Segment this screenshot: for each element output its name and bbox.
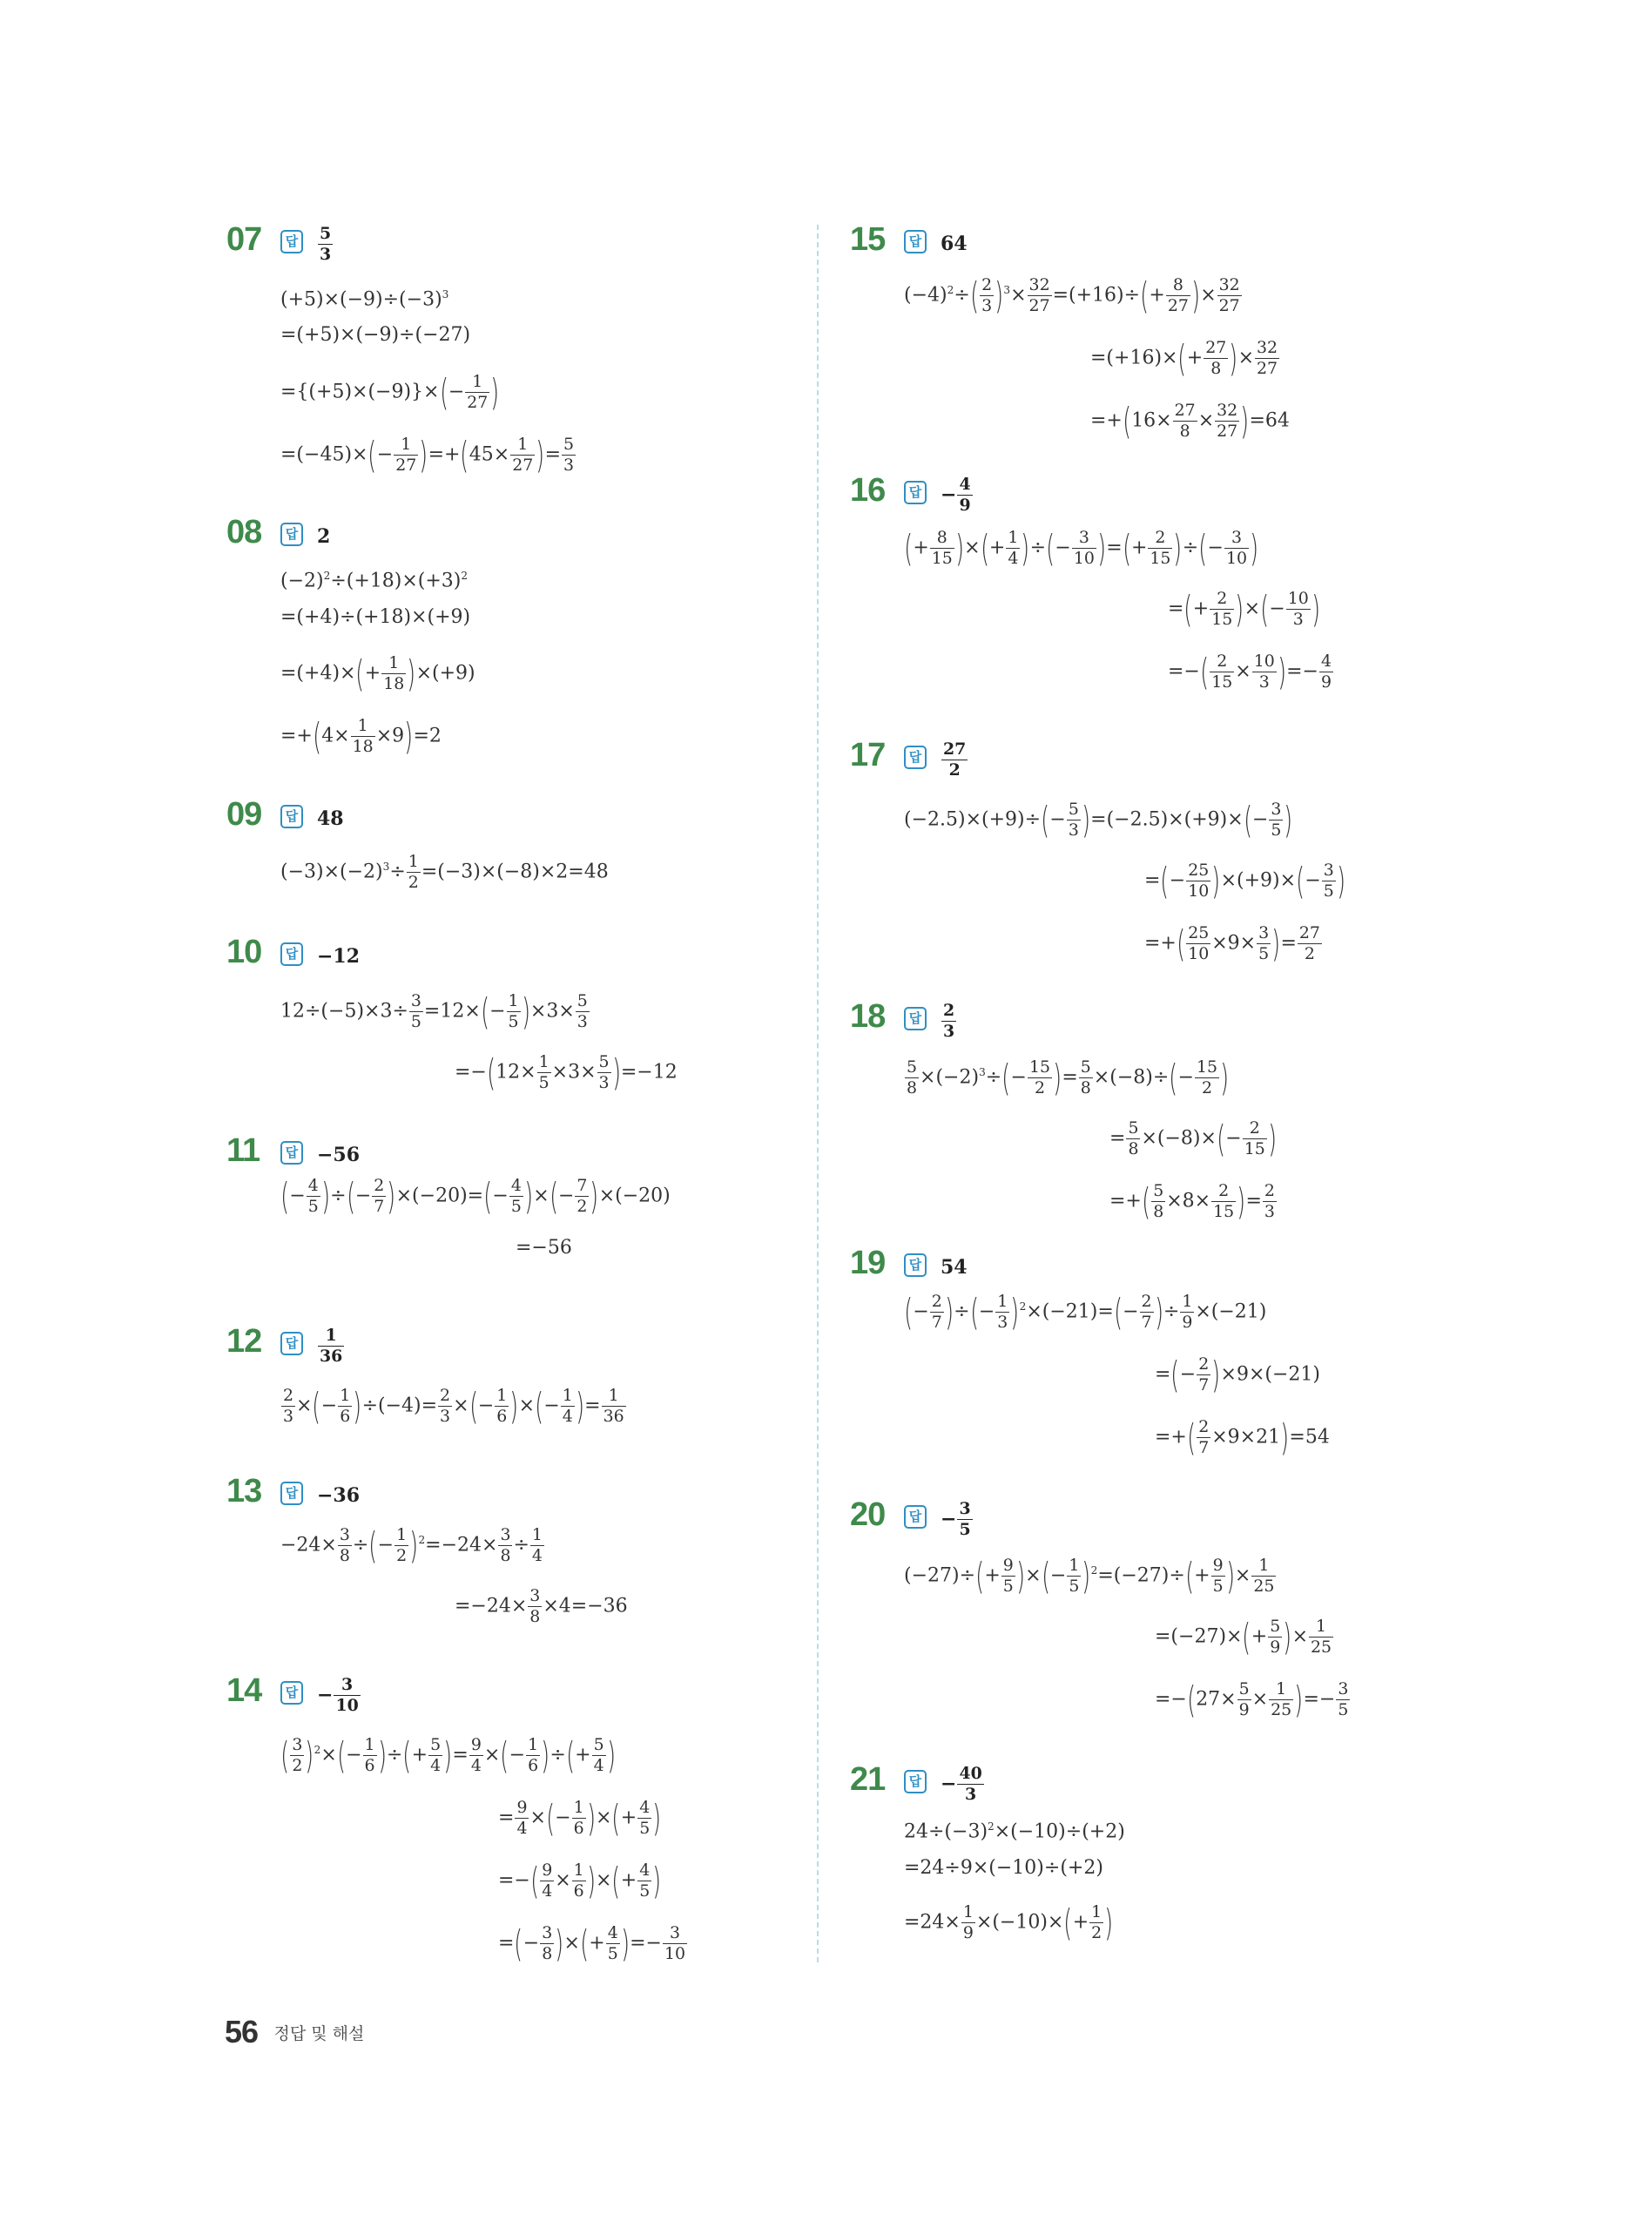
problem-number: 07	[226, 221, 262, 258]
fraction: $\frac{3}{5}$	[1338, 1679, 1349, 1719]
solution-line: (−27)÷(+ $\frac{9}{5}$ )×(− $\frac{1}{5}$ )$^2$=(−27)÷(+ $\frac{9}{5}$ )× $\frac{1}{25}$	[904, 1554, 1275, 1597]
fraction: $\frac{5}{3}$	[577, 991, 588, 1031]
fraction: $\frac{1}{6}$	[496, 1386, 508, 1426]
solution-line: =+( $\frac{25}{10}$ ×9× $\frac{3}{5}$ )= $\frac{27}{2}$	[1144, 922, 1320, 965]
solution-line: 12÷(−5)×3÷ $\frac{3}{5}$ =12×(− $\frac{1}{5}$ )×3× $\frac{5}{3}$	[280, 989, 588, 1033]
solution-line: =−(12× $\frac{1}{5}$ ×3× $\frac{5}{3}$ )=−12	[455, 1050, 678, 1094]
problem-17	[850, 733, 1460, 965]
fraction: $\frac{1}{6}$	[340, 1386, 351, 1426]
solution-line: =+(4× $\frac{1}{18}$ ×9)=2	[280, 714, 442, 758]
fraction: $\frac{1}{2}$	[408, 852, 419, 892]
fraction: $\frac{1}{9}$	[962, 1902, 974, 1942]
answer-value	[941, 733, 968, 786]
solution-line: =(+5)×(−9)÷(−27)	[280, 324, 471, 346]
solution-line: ={(+5)×(−9)}×(− $\frac{1}{27}$ )	[280, 370, 500, 414]
fraction: $\frac{3}{10}$	[1225, 528, 1248, 568]
answer-value	[941, 995, 957, 1047]
solution-line: = $\frac{9}{4}$ ×(− $\frac{1}{6}$ )×(+ $\frac{4}{5}$ )	[498, 1796, 662, 1840]
fraction: $\frac{5}{9}$	[1270, 1617, 1281, 1657]
fraction: $\frac{2}{3}$	[283, 1386, 294, 1426]
fraction: $\frac{1}{5}$	[508, 991, 519, 1031]
solution-line: $(-2)^2\div(+18)\times(+3)^2$	[280, 570, 469, 592]
fraction: $\frac{3}{5}$	[959, 1498, 971, 1539]
fraction: $\frac{5}{3}$	[598, 1052, 610, 1092]
fraction: $\frac{3}{5}$	[1258, 923, 1270, 963]
problem-number: 17	[850, 737, 886, 773]
problem-07	[226, 218, 801, 476]
problem-10	[226, 930, 801, 1094]
solution-line: =−24× $\frac{3}{8}$ ×4=−36	[455, 1586, 628, 1626]
problem-18	[850, 995, 1460, 1223]
problem-number: 19	[850, 1245, 886, 1281]
fraction: $\frac{5}{8}$	[907, 1057, 918, 1097]
solution-line: =+( $\frac{2}{7}$ ×9×21)=54	[1155, 1415, 1330, 1459]
solution-line: $(+5)\times(-9)\div(-3)^3$	[280, 288, 449, 311]
fraction: $\frac{3}{10}$	[664, 1923, 685, 1963]
problem-09	[226, 793, 801, 892]
fraction: $\frac{2}{7}$	[1141, 1292, 1152, 1332]
solution-line: =24÷9×(−10)÷(+2)	[904, 1857, 1103, 1879]
fraction: $\frac{1}{2}$	[1091, 1902, 1102, 1942]
fraction: $\frac{5}{9}$	[1238, 1679, 1250, 1719]
fraction: $\frac{2}{7}$	[1198, 1354, 1210, 1395]
fraction: $\frac{4}{5}$	[639, 1798, 651, 1838]
fraction: $\frac{4}{5}$	[510, 1176, 522, 1216]
fraction: $\frac{2}{15}$	[1213, 1181, 1235, 1221]
fraction: $\frac{5}{4}$	[593, 1735, 604, 1775]
problem-11	[226, 1129, 801, 1259]
answer-value: 48	[317, 807, 344, 830]
answer-label-badge: 답	[280, 805, 303, 828]
fraction: $\frac{1}{4}$	[531, 1525, 543, 1565]
fraction: $\frac{1}{2}$	[396, 1525, 408, 1565]
fraction: $\frac{8}{15}$	[931, 528, 953, 568]
fraction: $\frac{2}{3}$	[943, 1000, 955, 1041]
problem-header	[226, 1129, 801, 1181]
fraction: $\frac{3}{5}$	[1271, 800, 1282, 840]
fraction: $\frac{1}{3}$	[997, 1292, 1008, 1332]
answer-value	[317, 218, 334, 270]
answer-label-badge: 답	[280, 523, 303, 546]
problem-header	[226, 793, 801, 845]
answer-value: 64	[941, 233, 968, 255]
problem-header	[850, 995, 1460, 1047]
solution-line: =+(16× $\frac{27}{8}$ × $\frac{32}{27}$ )=64	[1090, 399, 1290, 442]
fraction: $\frac{1}{25}$	[1311, 1617, 1332, 1657]
problem-header	[226, 218, 801, 270]
problem-13	[226, 1469, 801, 1626]
fraction: $\frac{1}{36}$	[603, 1386, 624, 1426]
solution-line: $\frac{5}{8}$ $\times(-2)^3\div(-$ $\frac{15}{2}$ )= $\frac{5}{8}$ ×(−8)÷(− $\frac{15}{2}$ )	[907, 1056, 1230, 1099]
fraction: $\frac{5}{8}$	[1153, 1181, 1164, 1221]
solution-line: =−( $\frac{9}{4}$ × $\frac{1}{6}$ )×(+ $\frac{4}{5}$ )	[498, 1859, 662, 1902]
answer-label-badge: 답	[904, 1770, 927, 1793]
problem-header	[226, 1320, 801, 1372]
problem-14	[226, 1669, 801, 1965]
problem-number: 13	[226, 1473, 262, 1509]
answer-label-badge: 답	[280, 1332, 303, 1355]
solution-line: =(−27)×(+ $\frac{5}{9}$ )× $\frac{1}{25}$	[1155, 1615, 1332, 1658]
solution-line: =(−45)×(− $\frac{1}{27}$ )=+(45× $\frac{1}{27}$ )= $\frac{5}{3}$	[280, 433, 575, 476]
fraction: $\frac{5}{4}$	[430, 1735, 442, 1775]
fraction: $\frac{1}{27}$	[395, 435, 417, 475]
fraction: $\frac{4}{9}$	[959, 474, 971, 515]
fraction: $\frac{1}{27}$	[512, 435, 534, 475]
fraction: $\frac{1}{5}$	[1069, 1556, 1080, 1596]
fraction: $\frac{32}{27}$	[1218, 275, 1240, 315]
solution-line: (− $\frac{2}{7}$ )÷(− $\frac{1}{3}$ )$^2$×(−21)=(− $\frac{2}{7}$ )÷ $\frac{1}{9}$ ×(−21)	[904, 1290, 1267, 1334]
problem-header	[850, 1493, 1460, 1545]
problem-header	[850, 469, 1460, 521]
answer-label-badge: 답	[280, 942, 303, 966]
fraction: $\frac{9}{4}$	[470, 1735, 482, 1775]
fraction: $\frac{5}{8}$	[1128, 1118, 1139, 1158]
fraction: $\frac{27}{8}$	[1174, 401, 1196, 441]
fraction: $\frac{1}{25}$	[1271, 1679, 1292, 1719]
fraction: $\frac{2}{3}$	[440, 1386, 451, 1426]
answer-value: 54	[941, 1256, 968, 1279]
fraction: $\frac{3}{8}$	[500, 1525, 511, 1565]
solution-line: =(− $\frac{2}{7}$ )×9×(−21)	[1155, 1353, 1320, 1396]
problem-header	[850, 218, 1460, 270]
answer-value: 2	[317, 525, 331, 548]
fraction: $\frac{10}{3}$	[1287, 589, 1309, 629]
problem-20	[850, 1493, 1460, 1721]
problem-number: 16	[850, 472, 886, 509]
fraction: $\frac{3}{5}$	[410, 991, 421, 1031]
fraction: $\frac{5}{3}$	[320, 223, 332, 264]
fraction: $\frac{9}{4}$	[516, 1798, 528, 1838]
fraction: $\frac{2}{3}$	[981, 275, 993, 315]
fraction: $\frac{9}{5}$	[1212, 1556, 1224, 1596]
problem-header	[226, 510, 801, 563]
problem-header	[226, 1669, 801, 1721]
solution-line: =−(27× $\frac{5}{9}$ × $\frac{1}{25}$ )=− $\frac{3}{5}$	[1155, 1678, 1349, 1721]
problem-number: 14	[226, 1672, 262, 1709]
answer-label-badge: 답	[904, 1505, 927, 1529]
fraction: $\frac{2}{7}$	[931, 1292, 942, 1332]
fraction: $\frac{1}{18}$	[352, 716, 374, 756]
fraction: $\frac{32}{27}$	[1257, 338, 1278, 378]
problem-number: 20	[850, 1496, 886, 1533]
fraction: $\frac{1}{6}$	[528, 1735, 539, 1775]
problem-08	[226, 510, 801, 758]
answer-label-badge: 답	[280, 1141, 303, 1165]
fraction: $\frac{1}{6}$	[364, 1735, 375, 1775]
fraction: $\frac{32}{27}$	[1217, 401, 1238, 441]
answer-value: −56	[317, 1144, 361, 1166]
answer-label-badge: 답	[904, 481, 927, 504]
problem-number: 18	[850, 998, 886, 1035]
problem-number: 12	[226, 1323, 262, 1360]
answer-value: − $\frac{3}{5}$	[941, 1498, 971, 1539]
fraction: $\frac{7}{2}$	[577, 1176, 588, 1216]
solution-line: =−56	[516, 1237, 572, 1259]
problem-19	[850, 1241, 1460, 1459]
fraction: $\frac{9}{5}$	[1002, 1556, 1014, 1596]
fraction: $\frac{3}{8}$	[542, 1923, 553, 1963]
fraction: $\frac{5}{3}$	[563, 435, 575, 475]
answer-label-badge: 답	[280, 230, 303, 253]
problem-number: 15	[850, 221, 886, 258]
answer-label-badge: 답	[904, 1007, 927, 1030]
solution-line: = $\frac{5}{8}$ ×(−8)×(− $\frac{2}{15}$ )	[1109, 1117, 1277, 1160]
fraction: $\frac{2}{15}$	[1211, 652, 1233, 692]
solution-line: =+( $\frac{5}{8}$ ×8× $\frac{2}{15}$ )= $\frac{2}{3}$	[1109, 1179, 1275, 1223]
fraction: $\frac{3}{2}$	[292, 1735, 303, 1775]
solution-line: =24× $\frac{1}{9}$ ×(−10)×(+ $\frac{1}{2}$ )	[904, 1901, 1114, 1944]
fraction: $\frac{15}{2}$	[1028, 1057, 1051, 1097]
fraction: $\frac{25}{10}$	[1188, 861, 1210, 901]
fraction: $\frac{1}{9}$	[1182, 1292, 1193, 1332]
fraction: $\frac{27}{2}$	[1298, 923, 1320, 963]
fraction: $\frac{1}{36}$	[320, 1325, 343, 1366]
answer-label-badge: 답	[904, 746, 927, 769]
fraction: $\frac{3}{5}$	[1323, 861, 1334, 901]
problem-15	[850, 218, 1460, 442]
solution-line: $\frac{2}{3}$ ×(− $\frac{1}{6}$ )÷(−4)= $\frac{2}{3}$ ×(− $\frac{1}{6}$ )×(− $\frac{1}{4}$ )= $\frac{1}{36}$	[283, 1384, 624, 1428]
fraction: $\frac{25}{10}$	[1188, 923, 1210, 963]
answer-label-badge: 답	[904, 1253, 927, 1277]
fraction: $\frac{8}{27}$	[1167, 275, 1189, 315]
fraction: $\frac{2}{7}$	[1198, 1417, 1210, 1457]
problem-12	[226, 1320, 801, 1428]
solution-line: =(− $\frac{25}{10}$ )×(+9)×(− $\frac{3}{5}$ )	[1144, 859, 1345, 902]
fraction: $\frac{4}{5}$	[307, 1176, 319, 1216]
fraction: $\frac{1}{27}$	[467, 372, 489, 412]
solution-line: (− $\frac{4}{5}$ )÷(− $\frac{2}{7}$ )×(−20)=(− $\frac{4}{5}$ )×(− $\frac{7}{2}$ )×(−20)	[280, 1174, 671, 1218]
page-footer	[225, 2014, 364, 2050]
problem-number: 08	[226, 514, 262, 550]
answer-value: −12	[317, 945, 361, 968]
fraction: $\frac{5}{8}$	[1080, 1057, 1091, 1097]
answer-value: −36	[317, 1484, 361, 1507]
fraction: $\frac{1}{4}$	[562, 1386, 573, 1426]
problem-number: 09	[226, 796, 262, 833]
fraction: $\frac{4}{5}$	[639, 1860, 651, 1901]
fraction: $\frac{27}{8}$	[1205, 338, 1227, 378]
solution-line: $(-3)\times(-2)^3\div$ $\frac{1}{2}$ =(−3)×(−8)×2=48	[280, 852, 609, 892]
fraction: $\frac{2}{7}$	[374, 1176, 385, 1216]
answer-value	[317, 1320, 345, 1372]
fraction: $\frac{10}{3}$	[1253, 652, 1275, 692]
answer-value: − $\frac{40}{3}$	[941, 1763, 982, 1804]
solution-line: =(+4)÷(+18)×(+9)	[280, 606, 471, 628]
problem-number: 21	[850, 1761, 886, 1798]
problem-number: 10	[226, 934, 262, 970]
fraction: $\frac{2}{3}$	[1264, 1181, 1275, 1221]
fraction: $\frac{1}{18}$	[383, 653, 405, 693]
fraction: $\frac{1}{5}$	[538, 1052, 550, 1092]
problem-16	[850, 469, 1460, 693]
column-divider	[817, 225, 819, 1962]
solution-line: $(-4)^2\div$( $\frac{2}{3}$ )$^3$× $\frac{32}{27}$ =(+16)÷(+ $\frac{8}{27}$ )× $\frac{32}{27}$	[904, 273, 1240, 317]
solution-line: −24× $\frac{3}{8}$ ÷(− $\frac{1}{2}$ )$^2$=−24× $\frac{3}{8}$ ÷ $\frac{1}{4}$	[280, 1523, 543, 1567]
answer-label-badge: 답	[904, 230, 927, 253]
answer-value: − $\frac{4}{9}$	[941, 474, 971, 515]
problem-number: 11	[226, 1132, 260, 1169]
fraction: $\frac{32}{27}$	[1028, 275, 1050, 315]
problem-21	[850, 1758, 1460, 1944]
problem-header	[850, 733, 1460, 786]
solution-line: (+ $\frac{8}{15}$ )×(+ $\frac{1}{4}$ )÷(− $\frac{3}{10}$ )=(+ $\frac{2}{15}$ )÷(− $\frac{3}{10}$ )	[904, 526, 1259, 570]
fraction: $\frac{3}{8}$	[339, 1525, 350, 1565]
fraction: $\frac{1}{25}$	[1253, 1556, 1275, 1596]
fraction: $\frac{3}{10}$	[335, 1674, 359, 1715]
problem-header	[850, 1241, 1460, 1293]
problem-header	[850, 1758, 1460, 1810]
solution-line: (−2.5)×(+9)÷(− $\frac{5}{3}$ )=(−2.5)×(+9)×(− $\frac{3}{5}$ )	[904, 798, 1293, 841]
solution-line: =−( $\frac{2}{15}$ × $\frac{10}{3}$ )=− $\frac{4}{9}$	[1168, 650, 1332, 693]
fraction: $\frac{27}{2}$	[943, 739, 967, 780]
solution-line: =(+ $\frac{2}{15}$ )×(− $\frac{10}{3}$ )	[1168, 587, 1320, 631]
solution-line: $24\div(-3)^2\times(-10)\div(+2)$	[904, 1820, 1125, 1843]
answer-label-badge: 답	[280, 1482, 303, 1505]
fraction: $\frac{1}{4}$	[1008, 528, 1019, 568]
solution-line: ( $\frac{3}{2}$ )$^2$×(− $\frac{1}{6}$ )÷(+ $\frac{5}{4}$ )= $\frac{9}{4}$ ×(− $\frac{1}{6}$ )÷(+ $\frac{5}{4}$ )	[280, 1733, 616, 1777]
answer-value: − $\frac{3}{10}$	[317, 1674, 359, 1715]
fraction: $\frac{9}{4}$	[542, 1860, 553, 1901]
fraction: $\frac{4}{5}$	[607, 1923, 618, 1963]
fraction: $\frac{2}{15}$	[1244, 1118, 1265, 1158]
page-number: 56	[225, 2014, 259, 2050]
page-section-title: 정답 및 해설	[273, 2024, 365, 2043]
problem-header	[226, 1469, 801, 1522]
fraction: $\frac{1}{6}$	[573, 1798, 584, 1838]
fraction: $\frac{15}{2}$	[1197, 1057, 1218, 1097]
answer-label-badge: 답	[280, 1681, 303, 1705]
fraction: $\frac{1}{6}$	[573, 1860, 584, 1901]
fraction: $\frac{4}{9}$	[1320, 652, 1332, 692]
fraction: $\frac{40}{3}$	[959, 1763, 982, 1804]
fraction: $\frac{2}{15}$	[1150, 528, 1171, 568]
problem-header	[226, 930, 801, 983]
fraction: $\frac{5}{3}$	[1068, 800, 1079, 840]
solution-line: =(− $\frac{3}{8}$ )×(+ $\frac{4}{5}$ )=− $\frac{3}{10}$	[498, 1921, 685, 1965]
fraction: $\frac{2}{15}$	[1211, 589, 1233, 629]
fraction: $\frac{3}{8}$	[529, 1586, 541, 1626]
fraction: $\frac{3}{10}$	[1073, 528, 1095, 568]
solution-line: =(+16)×(+ $\frac{27}{8}$ )× $\frac{32}{27}$	[1090, 336, 1278, 380]
solution-line: =(+4)×(+ $\frac{1}{18}$ )×(+9)	[280, 652, 475, 695]
